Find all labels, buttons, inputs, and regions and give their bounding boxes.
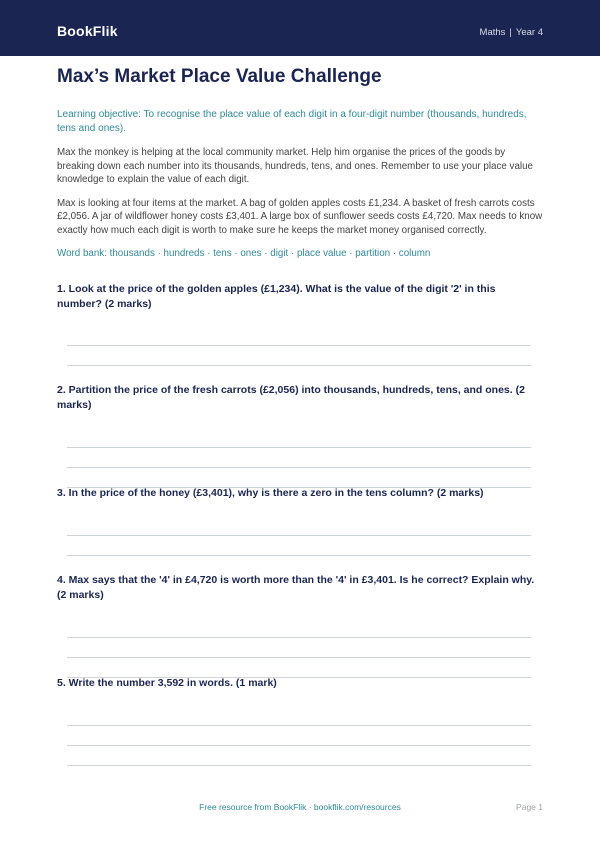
- subject-label: Maths: [479, 27, 506, 38]
- question-4: [57, 573, 543, 683]
- answer-line[interactable]: [67, 765, 531, 766]
- question-3-text: 3. In the price of the honey (£3,401), why is there a zero in the tens column? (2 marks): [57, 487, 484, 499]
- answer-line[interactable]: [67, 657, 531, 658]
- answer-line[interactable]: [67, 535, 531, 536]
- meta-separator: |: [509, 27, 512, 38]
- question-1-text: 1. Look at the price of the golden apples (£1,234). What is the value of the digit '2' in this number? (2 marks): [57, 283, 496, 310]
- question-5-text: 5. Write the number 3,592 in words. (1 mark): [57, 677, 277, 689]
- question-5: [57, 676, 543, 768]
- year-label: Year 4: [515, 27, 543, 38]
- question-4-text: 4. Max says that the '4' in £4,720 is worth more than the '4' in £3,401. Is he correct? Explain why. (2 marks): [57, 574, 535, 601]
- question-1: [57, 282, 543, 372]
- header-bar: [0, 0, 600, 56]
- intro-paragraph: Max the monkey is helping at the local community market. Help him organise the prices of the goods by breaking down each number into its thousands, hundreds, tens, and ones. Remember to use your place value knowledge to explain the value of each digit.: [57, 147, 533, 185]
- answer-line[interactable]: [67, 365, 531, 366]
- header-meta: [480, 27, 543, 38]
- question-2: [57, 383, 543, 473]
- answer-line[interactable]: [67, 745, 531, 746]
- question-2-text: 2. Partition the price of the fresh carrots (£2,056) into thousands, hundreds, tens, and ones. (2 marks): [57, 384, 525, 411]
- context-paragraph: Max is looking at four items at the market. A bag of golden apples costs £1,234. A basket of fresh carrots costs £2,056. A jar of wildflower honey costs £3,401. A large box of sunflower seeds costs £4,720. Max needs to know exactly how much each digit is worth to make sure he keeps the market money organised correctly.: [57, 197, 543, 236]
- answer-line[interactable]: [67, 555, 531, 556]
- resource-link[interactable]: Free resource from BookFlik · bookflik.com/resources: [199, 802, 401, 812]
- page-number: Page 1: [516, 802, 543, 812]
- word-bank: Word bank: thousands · hundreds · tens · ones · digit · place value · partition · column: [57, 248, 431, 259]
- worksheet-intro: [57, 64, 543, 261]
- question-3: [57, 486, 543, 558]
- answer-line[interactable]: [67, 637, 531, 638]
- learning-objective: Learning objective: To recognise the place value of each digit in a four-digit number (thousands, hundreds, tens and ones).: [57, 109, 527, 134]
- answer-line[interactable]: [67, 447, 531, 448]
- answer-line[interactable]: [67, 725, 531, 726]
- page-title: Max’s Market Place Value Challenge: [57, 66, 382, 87]
- brand-logo[interactable]: BookFlik: [57, 23, 118, 39]
- answer-line[interactable]: [67, 467, 531, 468]
- answer-line[interactable]: [67, 345, 531, 346]
